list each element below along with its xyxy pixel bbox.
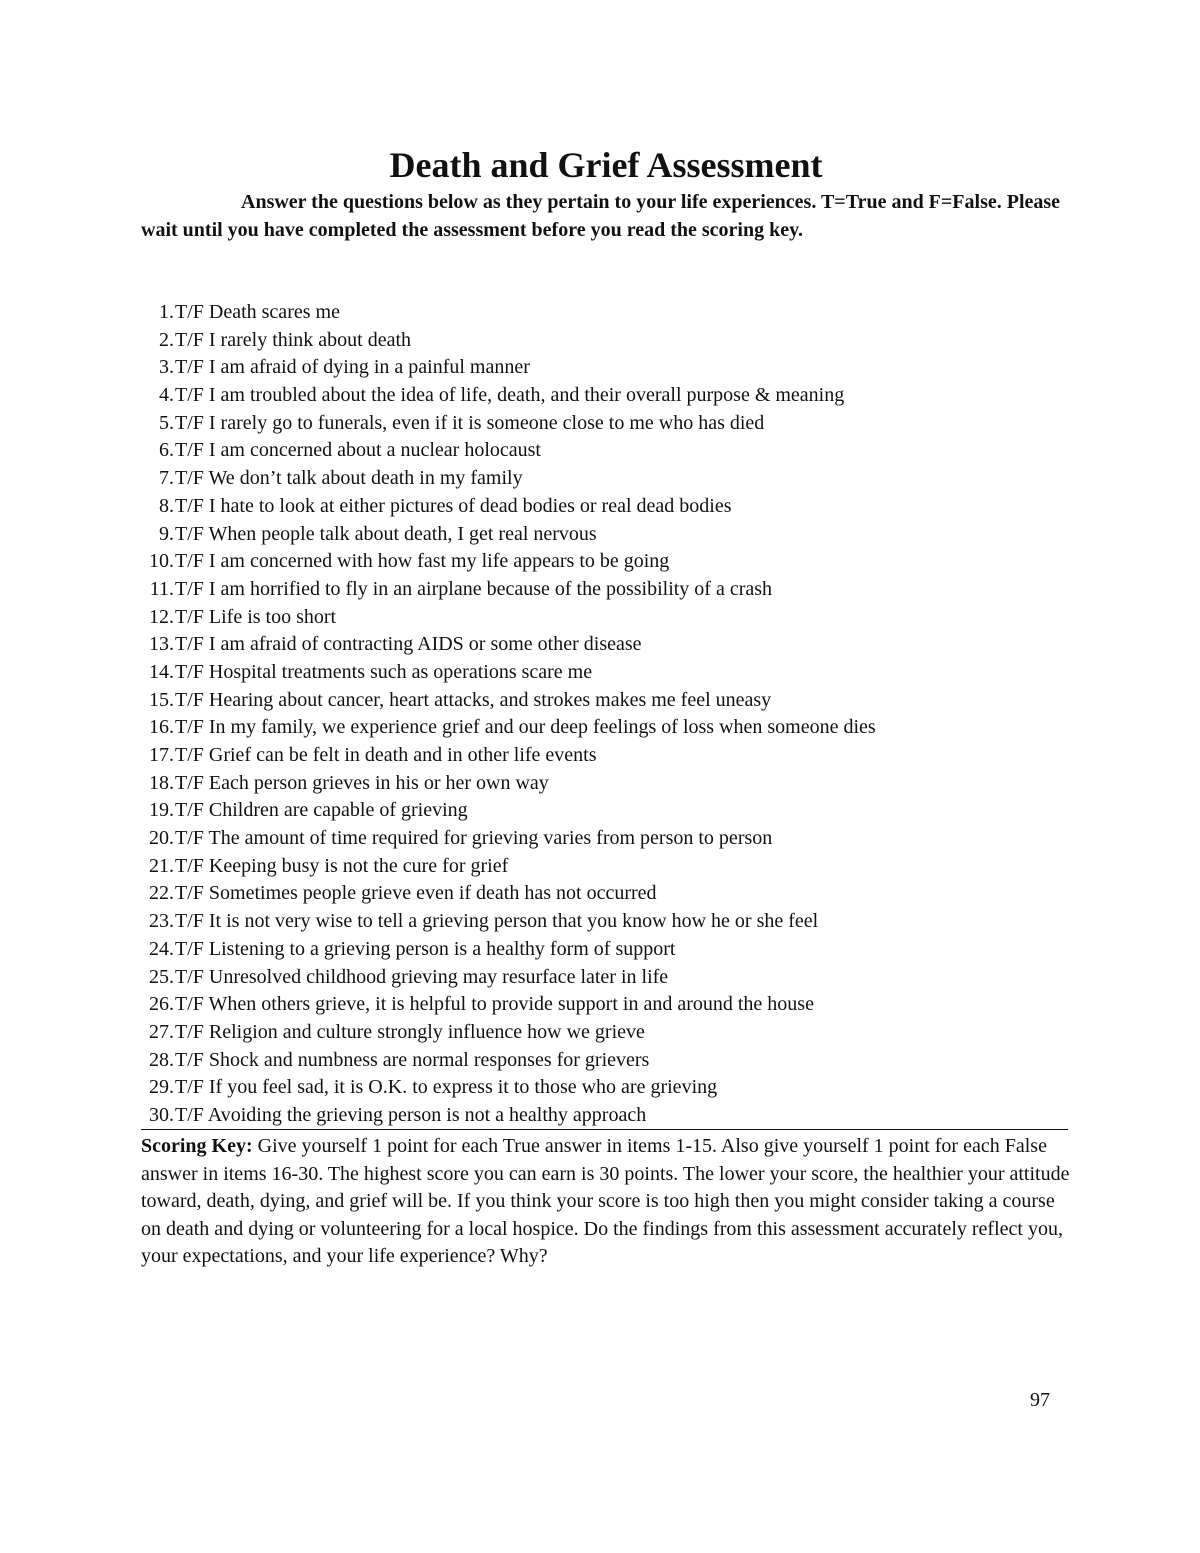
item-number: 10. [149, 550, 174, 573]
item-number: 16. [149, 716, 174, 739]
scoring-key-text: Give yourself 1 point for each True answer in items 1-15. Also give yourself 1 point for each False answer in items 16-30. The highest score you can earn is 30 points. The lower your score, the healthier your attitude toward, death, dying, and grief will be. If you think your score is too high then you might consider taking a course on death and dying or volunteering for a local hospice. Do the findings from this assessment accurately reflect you, your expectations, and your life experience? Why? [141, 1135, 1070, 1268]
item-number: 19. [149, 799, 174, 822]
item-statement: T/F In my family, we experience grief and our deep feelings of loss when someone dies [175, 716, 876, 739]
assessment-item [141, 354, 1071, 382]
item-number: 9. [159, 522, 174, 545]
item-number: 14. [149, 660, 174, 683]
assessment-item [141, 880, 1071, 908]
item-statement: T/F I am horrified to fly in an airplane because of the possibility of a crash [175, 577, 773, 600]
page-title: Death and Grief Assessment [389, 145, 823, 185]
assessment-item [141, 908, 1071, 936]
assessment-item [141, 327, 1071, 355]
item-statement: T/F We don’t talk about death in my family [175, 467, 523, 490]
assessment-item [141, 631, 1071, 659]
item-statement: T/F Grief can be felt in death and in other life events [175, 744, 597, 766]
item-statement: T/F I rarely go to funerals, even if it is someone close to me who has died [175, 411, 765, 434]
item-number: 8. [159, 494, 174, 517]
assessment-item [141, 853, 1071, 881]
item-statement: T/F If you feel sad, it is O.K. to express it to those who are grieving [175, 1076, 718, 1099]
scoring-key-paragraph [141, 1133, 1075, 1271]
assessment-item [141, 1102, 1071, 1130]
item-number: 17. [149, 744, 174, 766]
section-divider [141, 1129, 1068, 1130]
assessment-item [141, 1019, 1071, 1047]
instructions-paragraph: Answer the questions below as they pertain to your life experiences. T=True and F=False. Please wait until you have completed the assessment before you read the scoring key. [141, 191, 1061, 241]
item-statement: T/F I am concerned about a nuclear holocaust [175, 439, 541, 462]
item-statement: T/F Listening to a grieving person is a healthy form of support [175, 937, 676, 960]
assessment-item [141, 382, 1071, 410]
assessment-item [141, 410, 1071, 438]
item-statement: T/F Keeping busy is not the cure for grief [175, 854, 509, 877]
item-number: 27. [149, 1020, 174, 1043]
assessment-item [141, 964, 1071, 992]
item-number: 29. [149, 1076, 174, 1099]
item-statement: T/F Death scares me [175, 301, 340, 323]
item-number: 24. [149, 937, 174, 960]
assessment-item [141, 493, 1071, 521]
assessment-item [141, 604, 1071, 632]
assessment-item [141, 465, 1071, 493]
item-number: 25. [149, 965, 174, 988]
assessment-item [141, 742, 1071, 770]
item-number: 12. [149, 605, 174, 628]
item-number: 2. [159, 328, 174, 351]
item-statement: T/F When others grieve, it is helpful to provide support in and around the house [175, 993, 814, 1016]
item-number: 28. [149, 1048, 174, 1071]
item-statement: T/F I am concerned with how fast my life appears to be going [175, 550, 670, 573]
item-statement: T/F Unresolved childhood grieving may resurface later in life [175, 965, 669, 988]
assessment-item [141, 770, 1071, 798]
item-statement: T/F I rarely think about death [175, 328, 412, 351]
item-number: 5. [159, 411, 174, 434]
item-statement: T/F When people talk about death, I get real nervous [175, 522, 597, 545]
assessment-item [141, 437, 1071, 465]
scoring-key-label: Scoring Key: [141, 1135, 253, 1157]
assessment-item [141, 521, 1071, 549]
item-statement: T/F It is not very wise to tell a grieving person that you know how he or she feel [175, 910, 819, 933]
item-number: 3. [159, 356, 174, 379]
item-number: 7. [159, 467, 174, 490]
item-statement: T/F Each person grieves in his or her own way [175, 771, 549, 794]
item-statement: T/F The amount of time required for grieving varies from person to person [175, 827, 773, 850]
item-statement: T/F Hearing about cancer, heart attacks, and strokes makes me feel uneasy [175, 688, 772, 711]
item-number: 20. [149, 827, 174, 850]
item-number: 30. [149, 1103, 174, 1126]
assessment-item [141, 576, 1071, 604]
page-number: 97 [1030, 1389, 1050, 1411]
item-statement: T/F Life is too short [175, 605, 337, 628]
item-statement: T/F I am afraid of dying in a painful manner [175, 356, 530, 379]
item-statement: T/F Shock and numbness are normal responses for grievers [175, 1048, 650, 1071]
item-number: 6. [159, 439, 174, 462]
item-statement: T/F Hospital treatments such as operations scare me [175, 660, 593, 683]
assessment-item [141, 1074, 1071, 1102]
item-number: 21. [149, 854, 174, 877]
item-number: 1. [159, 301, 174, 323]
assessment-item [141, 1047, 1071, 1075]
item-statement: T/F Sometimes people grieve even if death has not occurred [175, 882, 657, 905]
item-number: 13. [149, 633, 174, 656]
assessment-item [141, 991, 1071, 1019]
item-statement: T/F I hate to look at either pictures of dead bodies or real dead bodies [175, 494, 732, 517]
item-statement: T/F Children are capable of grieving [175, 799, 468, 822]
item-number: 18. [149, 771, 174, 794]
assessment-item [141, 714, 1071, 742]
item-number: 26. [149, 993, 174, 1016]
item-number: 4. [159, 384, 174, 407]
item-statement: T/F Avoiding the grieving person is not a healthy approach [175, 1103, 647, 1126]
item-number: 15. [149, 688, 174, 711]
assessment-item [141, 797, 1071, 825]
item-number: 23. [149, 910, 174, 933]
item-number: 11. [149, 577, 174, 600]
assessment-item [141, 687, 1071, 715]
assessment-item [141, 825, 1071, 853]
assessment-item-list [141, 299, 1071, 1130]
item-statement: T/F I am troubled about the idea of life, death, and their overall purpose & meaning [175, 384, 845, 407]
item-statement: T/F I am afraid of contracting AIDS or some other disease [175, 633, 642, 656]
assessment-item [141, 548, 1071, 576]
assessment-item [141, 659, 1071, 687]
assessment-item [141, 299, 1071, 327]
assessment-item [141, 936, 1071, 964]
item-statement: T/F Religion and culture strongly influence how we grieve [175, 1020, 645, 1043]
item-number: 22. [149, 882, 174, 905]
